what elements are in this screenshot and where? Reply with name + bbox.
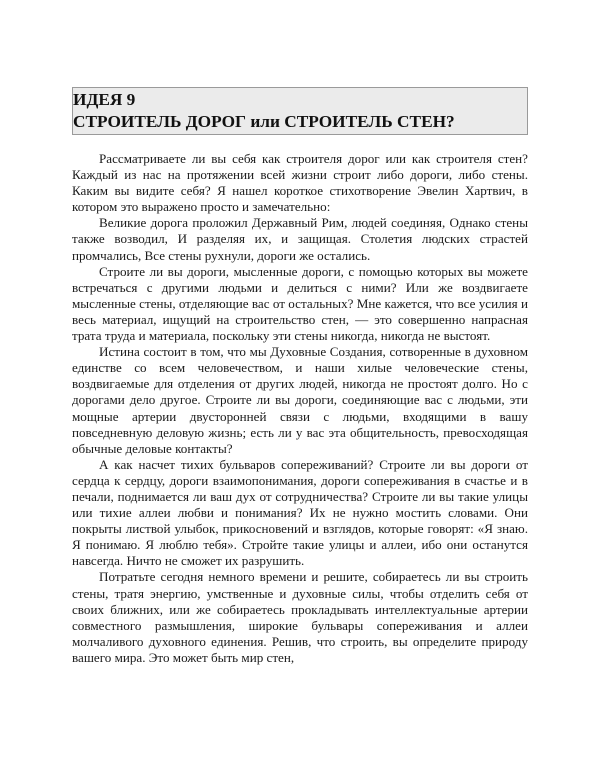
chapter-heading-box bbox=[72, 87, 528, 135]
paragraph-4: Истина состоит в том, что мы Духовные Создания, сотворенные в духовном единстве со всем человечеством, и наши хилые человеческие стены, воздвигаемые для отделения от других людей, никогда не простоят долго. Но с дорогами дело другое. Строите ли вы дороги, соединяющие вас с людьми, эти мощные артерии двусторонней связи с людьми, входящими в вашу повседневную деловую жизнь; есть ли у вас эта общительность, превосходящая обычные деловые контакты? bbox=[72, 344, 528, 456]
paragraph-2-poem: Великие дорога проложил Державный Рим, людей соединяя, Однако стены также возводил, И разделяя их, и защищая. Столетия людских страстей промчались, Все стены рухнули, дороги же остались. bbox=[72, 215, 528, 263]
paragraph-5: А как насчет тихих бульваров сопереживаний? Строите ли вы дороги от сердца к сердцу, дороги взаимопонимания, дороги сопереживания в счастье и в печали, поднимается ли ваш дух от сотрудничества? Строите ли вы такие улицы или тихие аллеи любви и понимания? Их не нужно мостить словами. Они покрыты листвой улыбок, прикосновений и взглядов, которые говорят: «Я знаю. Я понимаю. Я люблю тебя». Стройте такие улицы и аллеи, ибо они останутся навсегда. Ничто не сможет их разрушить. bbox=[72, 456, 528, 569]
paragraph-1: Рассматриваете ли вы себя как строителя дорог или как строителя стен? Каждый из нас на протяжении всей жизни строит либо дороги, либо стены. Каким вы видите себя? Я нашел короткое стихотворение Эвелин Хартвич, в котором это выражено просто и замечательно: bbox=[72, 151, 528, 215]
body-text bbox=[72, 151, 528, 666]
paragraph-6: Потратьте сегодня немного времени и решите, собираетесь ли вы строить стены, тратя энергию, умственные и духовные силы, чтобы отделить себя от своих ближних, или же собираетесь прокладывать интеллектуальные артерии совместного размышления, широкие бульвары сопереживания и аллеи молчаливого духовного единения. Решив, что строить, вы определите природу вашего мира. Это может быть мир стен, bbox=[72, 569, 528, 665]
paragraph-3: Строите ли вы дороги, мысленные дороги, с помощью которых вы можете встречаться с другими людьми и делиться с ними? Или же воздвигаете мысленные стены, отделяющие вас от остальных? Мне кажется, что все усилия и весь материал, ищущий на строительство стен, — это совершенно напрасная трата труда и материала, поскольку эти стены никогда, никогда не выстоят. bbox=[72, 263, 528, 344]
chapter-number: ИДЕЯ 9 bbox=[73, 90, 136, 109]
chapter-title: СТРОИТЕЛЬ ДОРОГ или СТРОИТЕЛЬ СТЕН? bbox=[73, 112, 455, 131]
